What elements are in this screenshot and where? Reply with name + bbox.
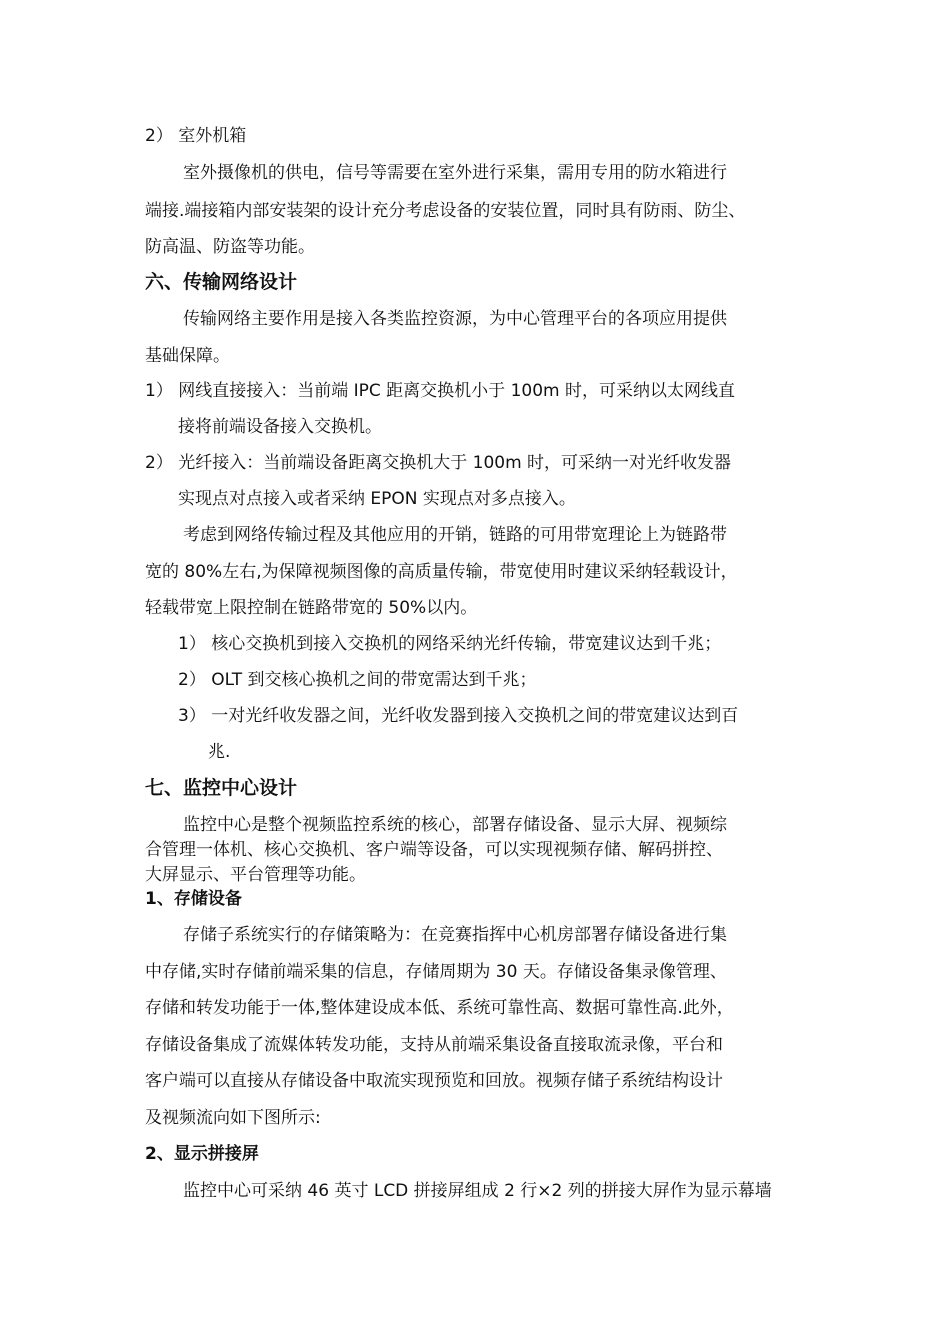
list-item: 2） OLT 到交核心换机之间的带宽需达到千兆； (178, 670, 537, 690)
paragraph-line: 及视频流向如下图所示: (145, 1108, 321, 1128)
list-item: 1） 核心交换机到接入交换机的网络采纳光纤传输，带宽建议达到千兆； (178, 634, 722, 654)
paragraph-line: 室外摄像机的供电，信号等需要在室外进行采集，需用专用的防水箱进行 (183, 163, 727, 183)
paragraph-line: 存储设备集成了流媒体转发功能，支持从前端采集设备直接取流录像，平台和 (145, 1035, 723, 1055)
list-item-continuation: 兆. (208, 742, 231, 762)
paragraph-line: 中存储,实时存储前端采集的信息，存储周期为 30 天。存储设备集录像管理、 (145, 962, 727, 982)
paragraph-line: 考虑到网络传输过程及其他应用的开销，链路的可用带宽理论上为链路带 (183, 525, 727, 545)
paragraph-line: 监控中心可采纳 46 英寸 LCD 拼接屏组成 2 行×2 列的拼接大屏作为显示幕墙 (183, 1181, 772, 1201)
list-item: 1） 网线直接接入：当前端 IPC 距离交换机小于 100m 时，可采纳以太网线直 (145, 381, 735, 401)
list-item: 2） 光纤接入：当前端设备距离交换机大于 100m 时，可采纳一对光纤收发器 (145, 453, 732, 473)
paragraph-line: 合管理一体机、核心交换机、客户端等设备，可以实现视频存储、解码拼控、 (145, 840, 723, 860)
paragraph-line: 轻载带宽上限控制在链路带宽的 50%以内。 (145, 598, 478, 618)
subsection-heading-storage: 1、存储设备 (145, 889, 242, 909)
list-item-outdoor-box: 2） 室外机箱 (145, 126, 247, 146)
subsection-heading-display-wall: 2、显示拼接屏 (145, 1144, 259, 1164)
paragraph-line: 监控中心是整个视频监控系统的核心，部署存储设备、显示大屏、视频综 (183, 815, 727, 835)
list-item-continuation: 实现点对点接入或者采纳 EPON 实现点对多点接入。 (178, 489, 576, 509)
section-heading-network: 六、传输网络设计 (145, 271, 298, 293)
paragraph-line: 防高温、防盗等功能。 (145, 237, 315, 257)
paragraph-line: 客户端可以直接从存储设备中取流实现预览和回放。视频存储子系统结构设计 (145, 1071, 723, 1091)
section-heading-monitoring-center: 七、监控中心设计 (145, 777, 298, 799)
list-item: 3） 一对光纤收发器之间，光纤收发器到接入交换机之间的带宽建议达到百 (178, 706, 739, 726)
paragraph-line: 基础保障。 (145, 346, 230, 366)
paragraph-line: 端接.端接箱内部安装架的设计充分考虑设备的安装位置，同时具有防雨、防尘、 (145, 201, 746, 221)
paragraph-line: 存储和转发功能于一体,整体建设成本低、系统可靠性高、数据可靠性高.此外， (145, 998, 734, 1018)
paragraph-line: 传输网络主要作用是接入各类监控资源，为中心管理平台的各项应用提供 (183, 309, 727, 329)
paragraph-line: 大屏显示、平台管理等功能。 (145, 865, 366, 885)
paragraph-line: 存储子系统实行的存储策略为：在竞赛指挥中心机房部署存储设备进行集 (183, 925, 727, 945)
list-item-continuation: 接将前端设备接入交换机。 (178, 417, 382, 437)
paragraph-line: 宽的 80%左右,为保障视频图像的高质量传输，带宽使用时建议采纳轻载设计， (145, 562, 738, 582)
